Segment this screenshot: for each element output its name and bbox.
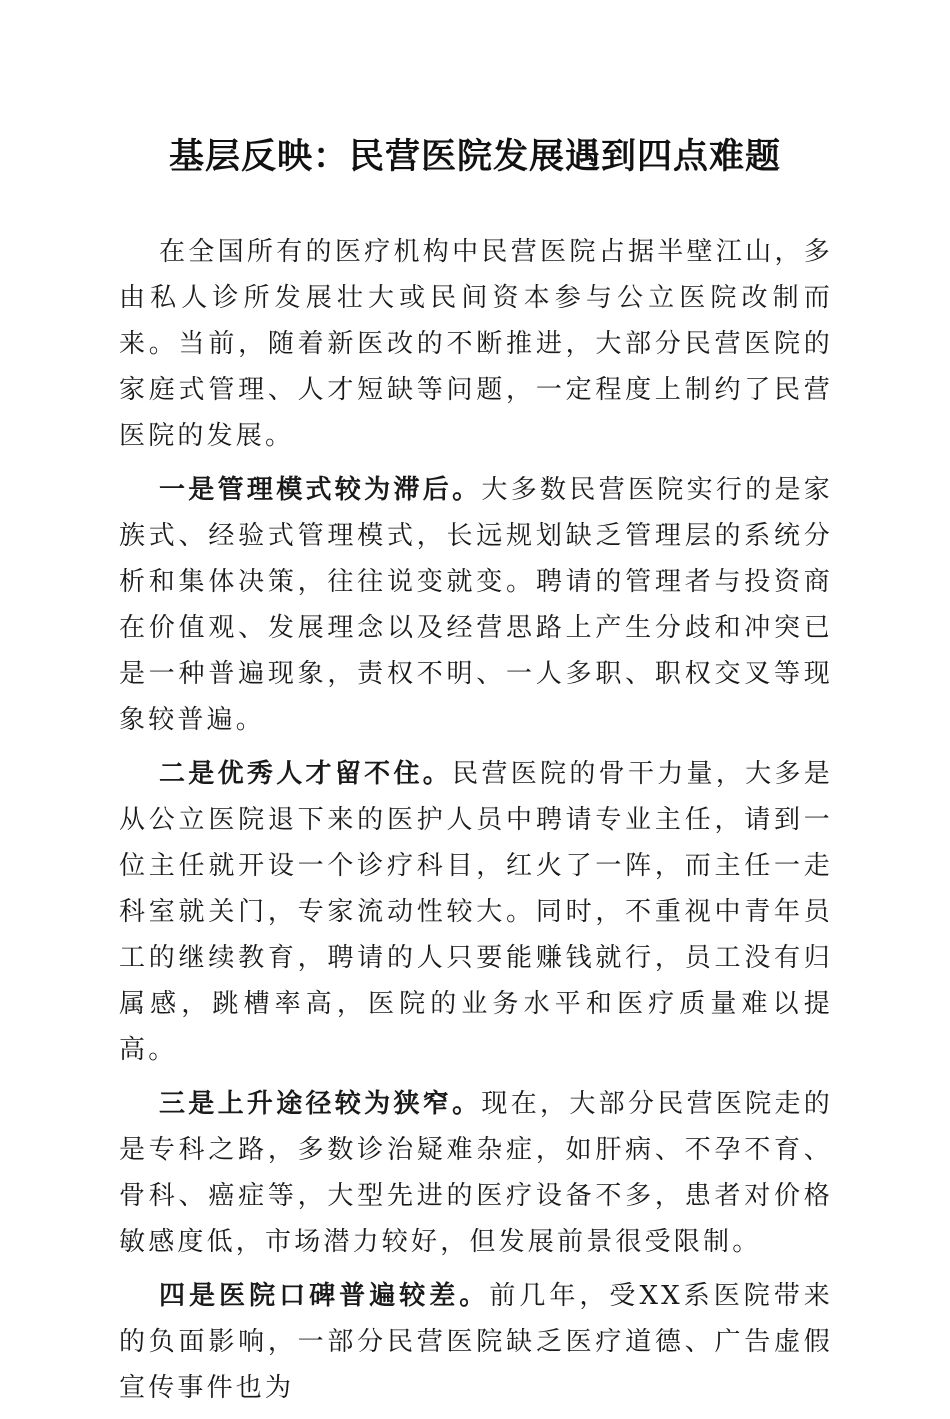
paragraph-text: 前几年，受XX系医院带来的负面影响，一部分民营医院缺乏医疗道德、广告虚假宣传事件也为: [119, 1281, 834, 1403]
document-title: 基层反映：民营医院发展遇到四点难题: [168, 136, 781, 177]
paragraph-intro: [119, 229, 833, 459]
paragraph-point-1: [119, 467, 833, 743]
paragraph-lead: 二是优秀人才留不住。: [159, 759, 453, 789]
paragraph-text: 在全国所有的医疗机构中民营医院占据半壁江山，多由私人诊所发展壮大或民间资本参与公立医院改制而来。当前，随着新医改的不断推进，大部分民营医院的家庭式管理、人才短缺等问题，一定程度上制约了民营医院的发展。: [119, 237, 833, 451]
paragraph-point-2: [119, 751, 833, 1073]
paragraph-text: 民营医院的骨干力量，大多是从公立医院退下来的医护人员中聘请专业主任，请到一位主任就开设一个诊疗科目，红火了一阵，而主任一走科室就关门，专家流动性较大。同时，不重视中青年员工的继续教育，聘请的人只要能赚钱就行，员工没有归属感，跳槽率高，医院的业务水平和医疗质量难以提高。: [119, 759, 833, 1065]
paragraph-point-3: [119, 1081, 833, 1265]
paragraph-lead: 一是管理模式较为滞后。: [159, 475, 482, 505]
paragraph-text: 现在，大部分民营医院走的是专科之路，多数诊治疑难杂症，如肝病、不孕不育、骨科、癌症等，大型先进的医疗设备不多，患者对价格敏感度低，市场潜力较好，但发展前景很受限制。: [119, 1089, 834, 1257]
paragraph-lead: 三是上升途径较为狭窄。: [159, 1089, 482, 1119]
paragraph-text: 大多数民营医院实行的是家族式、经验式管理模式，长远规划缺乏管理层的系统分析和集体决策，往往说变就变。聘请的管理者与投资商在价值观、发展理念以及经营思路上产生分歧和冲突已是一种普遍现象，责权不明、一人多职、职权交叉等现象较普遍。: [119, 475, 834, 735]
document-body: [119, 229, 833, 1419]
paragraph-lead: 四是医院口碑普遍较差。: [159, 1281, 490, 1311]
paragraph-point-4: [119, 1273, 833, 1411]
